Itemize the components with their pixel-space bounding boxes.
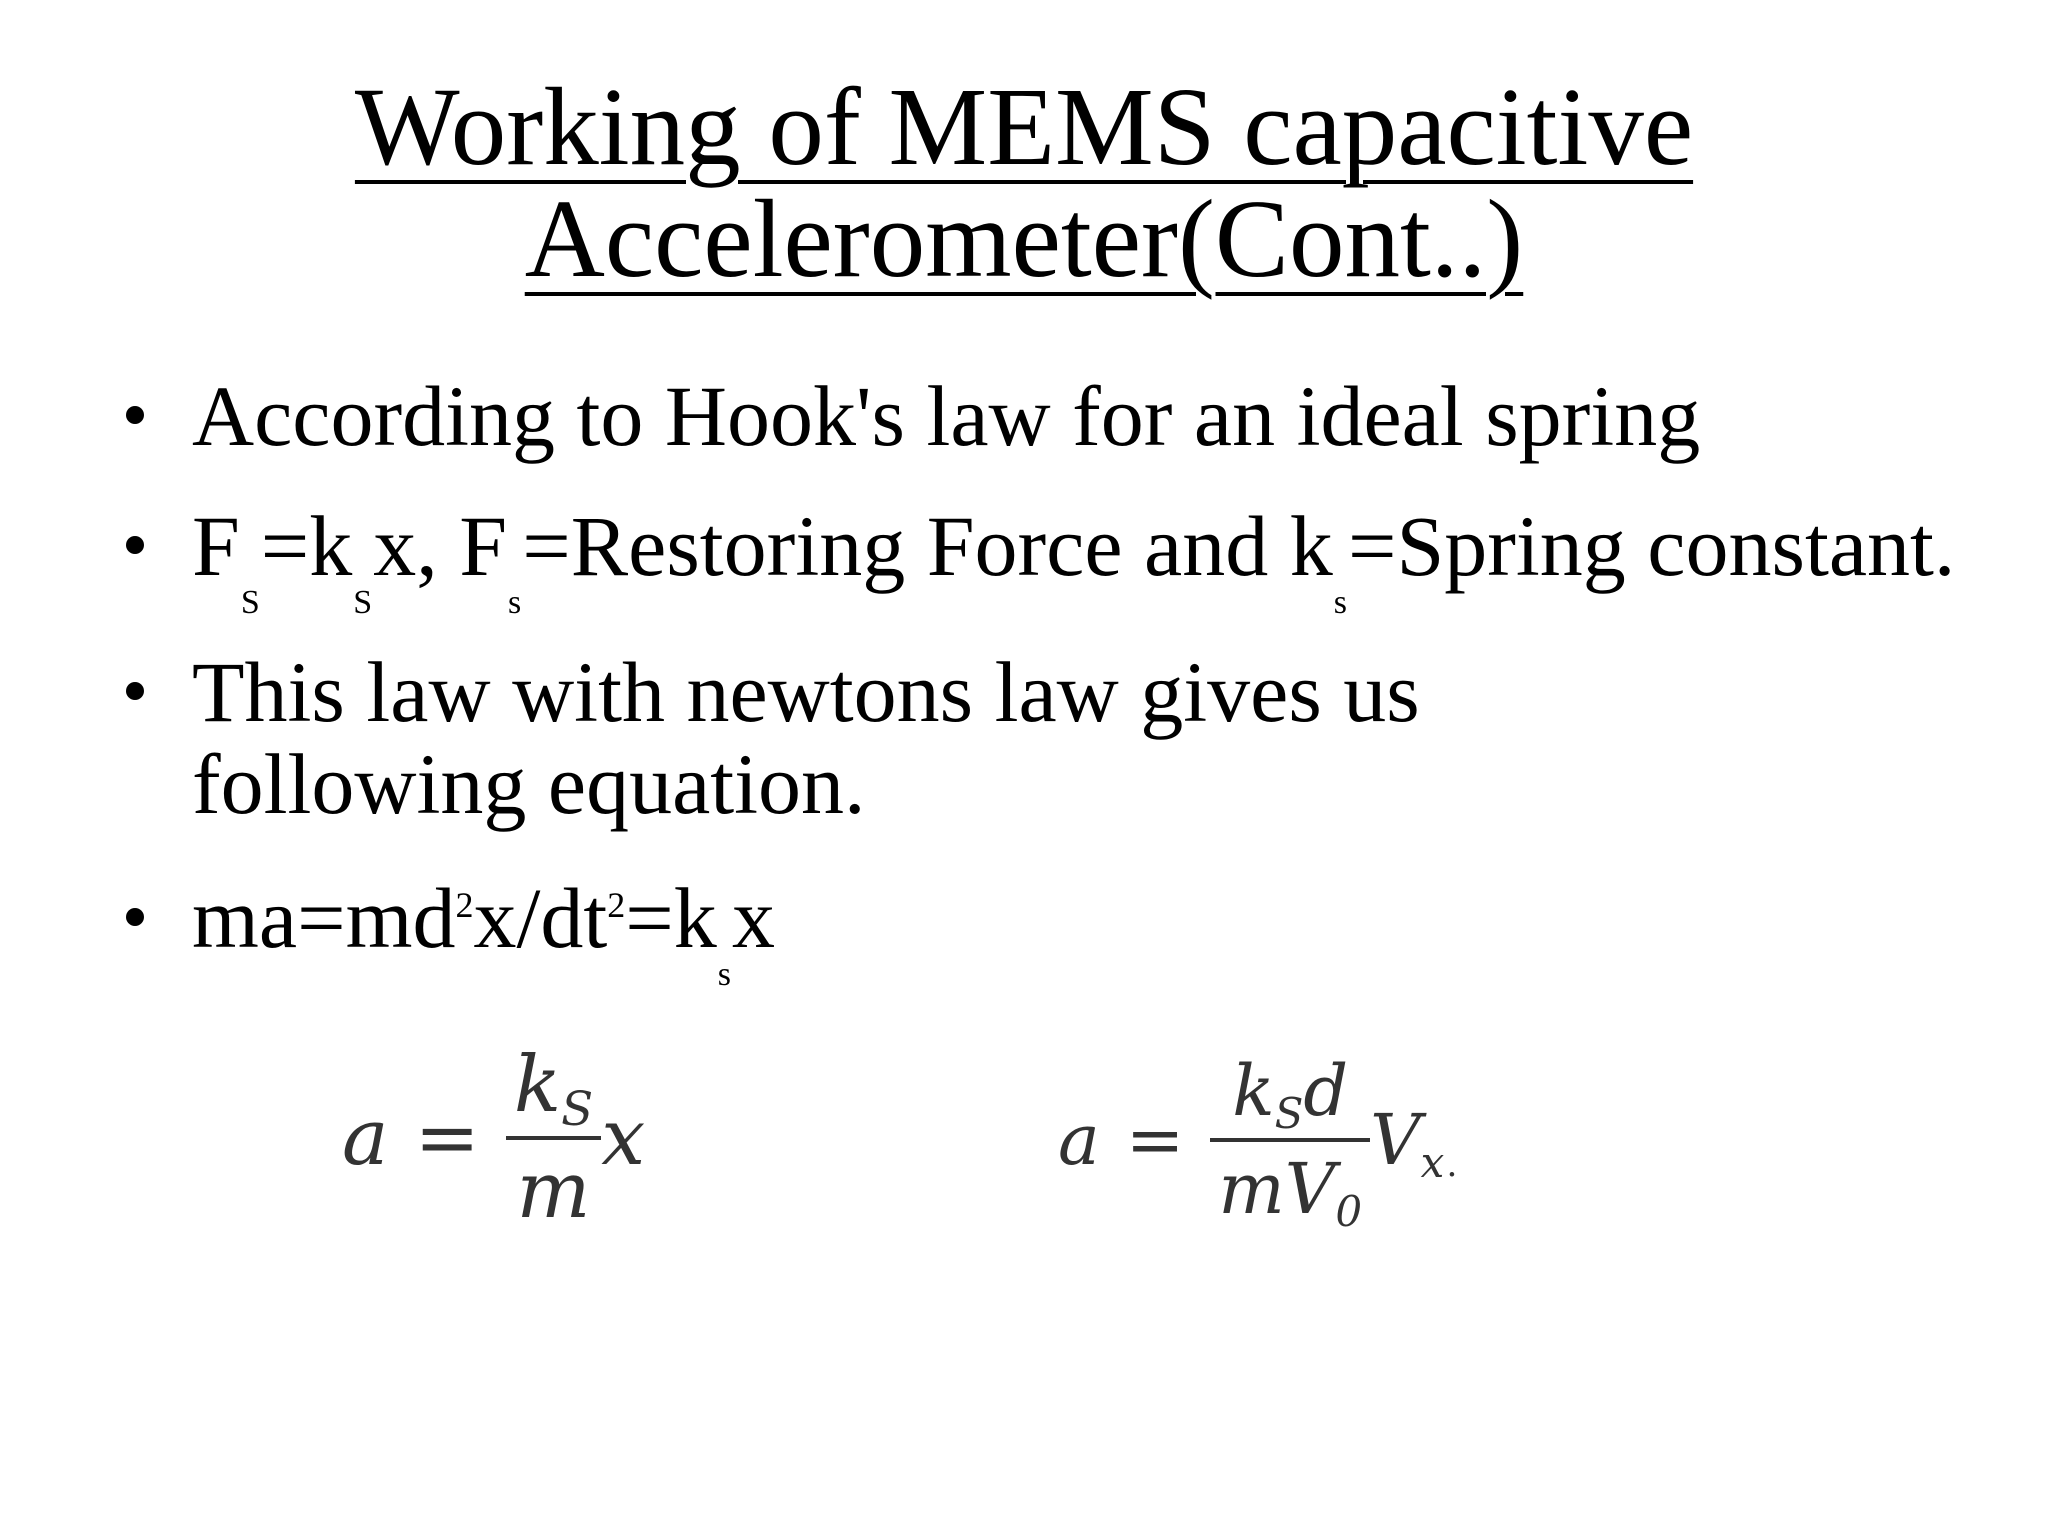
superscript: 2 [607, 885, 626, 925]
formula-tail [1370, 1099, 1458, 1187]
subscript: s [1333, 584, 1347, 621]
numerator-k: k [513, 1040, 562, 1130]
bullet-text: This law with newtons law gives us following equation. [192, 644, 1420, 832]
bullet-dot-icon [126, 536, 144, 554]
numerator-subscript: S [1274, 1088, 1304, 1138]
title-line-2: Accelerometer(Cont..) [524, 178, 1524, 301]
bullet-text: According to Hook's law for an ideal spring [192, 368, 1701, 464]
numerator-subscript: S [561, 1083, 594, 1138]
bullet-text-part: =Spring constant. [1347, 498, 1956, 594]
subscript: S [240, 584, 260, 621]
bullet-text-part: F [192, 498, 240, 594]
formula-fraction [1210, 1050, 1370, 1236]
numerator-d: d [1303, 1050, 1349, 1132]
bullet-dot-icon [126, 406, 144, 424]
bullet-text-hooke [192, 498, 2012, 621]
bullet-text-part: =Restoring Force and k [522, 498, 1333, 594]
subscript: S [353, 584, 373, 621]
tail-subscript: x [1420, 1137, 1445, 1187]
bullet-text-part: ma=md [192, 870, 456, 966]
bullet-text-part: x, F [373, 498, 508, 594]
fraction-numerator [506, 1040, 601, 1138]
fraction-numerator [1224, 1050, 1356, 1138]
bullet-text-part: =k [260, 498, 353, 594]
formula-equals: = [414, 1093, 480, 1183]
formula-lhs: a [342, 1093, 389, 1183]
fraction-denominator [1210, 1148, 1370, 1236]
tail-v: V [1370, 1099, 1421, 1181]
numerator-k: k [1232, 1050, 1275, 1132]
fraction-bar [1210, 1138, 1370, 1142]
formula-equals: = [1125, 1099, 1185, 1181]
bullet-text-newton [192, 870, 2012, 993]
bullet-text-part: =k [625, 870, 717, 966]
fraction-denominator: m [516, 1146, 591, 1236]
tail-period: . [1446, 1145, 1458, 1186]
denominator-subscript: 0 [1335, 1186, 1363, 1236]
title-line-1: Working of MEMS capacitive [354, 66, 1694, 189]
denominator-mv: mV [1218, 1148, 1336, 1230]
slide-title [0, 66, 2048, 301]
subscript: s [508, 584, 522, 621]
subscript: s [717, 956, 732, 993]
bullet-text-part: x [732, 870, 776, 966]
superscript: 2 [455, 885, 474, 925]
formula-acceleration-displacement [342, 1040, 645, 1236]
formula-lhs: a [1058, 1099, 1100, 1181]
bullet-dot-icon [126, 682, 144, 700]
formula-tail: x [601, 1093, 646, 1183]
bullet-text-part: x/dt [473, 870, 608, 966]
formula-acceleration-voltage [1058, 1050, 1458, 1236]
bullet-dot-icon [126, 908, 144, 926]
formula-fraction [506, 1040, 601, 1236]
